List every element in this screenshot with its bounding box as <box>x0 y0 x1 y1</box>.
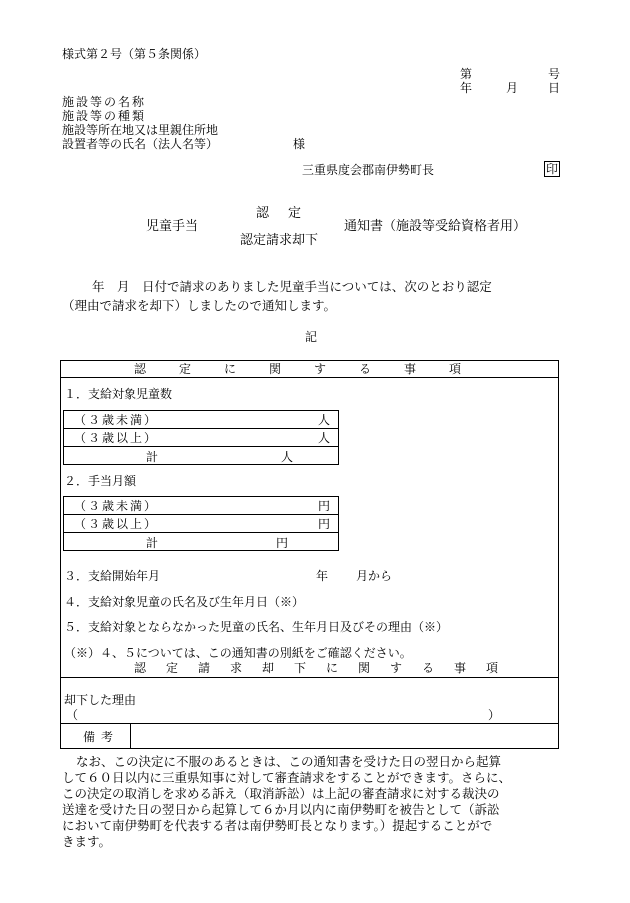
seal-mark <box>544 163 560 175</box>
item2-total-unit: 円 <box>276 536 289 550</box>
footer-line-2: して６０日以内に三重県知事に対して審査請求をすることができます。さらに、 <box>62 770 512 785</box>
item4-label: ４．支給対象児童の氏名及び生年月日（※） <box>64 595 305 609</box>
seal-label: 印 <box>546 162 559 176</box>
title-right: 通知書（施設等受給資格者用） <box>344 219 527 234</box>
item2-row2-unit: 円 <box>318 517 331 531</box>
title-nintei: 認 定 <box>256 206 305 221</box>
kyakka-paren-open: （ <box>66 708 79 722</box>
kyakka-paren-close: ） <box>488 708 501 722</box>
remarks-divider <box>130 723 131 749</box>
facility-type-label: 施設等の種類 <box>62 109 147 123</box>
kyakka-reason-label: 却下した理由 <box>64 693 137 707</box>
footer-line-3: この決定の取消しを求める訴え（取消訴訟）は上記の審査請求に対する裁決の <box>62 786 500 801</box>
item1-row-divider-2 <box>63 446 339 447</box>
footer-line-1: なお、この決定に不服のあるときは、この通知書を受けた日の翌日から起算 <box>76 754 502 769</box>
item1-row1-label: （３歳未満） <box>74 413 159 427</box>
facility-address-label: 施設等所在地又は里親住所地 <box>62 123 219 137</box>
item2-label: ２．手当月額 <box>64 474 137 488</box>
item2-row-divider-2 <box>63 532 339 533</box>
title-left: 児童手当 <box>146 219 199 234</box>
divider-2 <box>60 677 559 678</box>
nintei-header: 認定に関する事項 <box>134 362 495 376</box>
title-kyakka: 認定請求却下 <box>240 233 319 248</box>
item2-row2-label: （３歳以上） <box>74 517 159 531</box>
item1-row1-unit: 人 <box>318 413 331 427</box>
item1-row-divider-1 <box>63 428 339 429</box>
item2-row-divider-1 <box>63 514 339 515</box>
item1-label: １．支給対象児童数 <box>64 387 173 401</box>
footer-line-4: 送達を受けた日の翌日から起算して６か月以内に南伊勢町を被告として（訴訟 <box>62 802 500 817</box>
sama: 様 <box>293 137 306 151</box>
item2-row1-label: （３歳未満） <box>74 499 159 513</box>
item2-total-label: 計 <box>146 536 159 550</box>
item1-total-label: 計 <box>146 450 159 464</box>
body-line-2: （理由で請求を却下）しましたので通知します。 <box>62 298 337 313</box>
kyakka-header: 認定請求却下に関する事項 <box>134 661 519 675</box>
divider-3 <box>60 723 559 724</box>
date-month: 月 <box>506 81 519 95</box>
body-line-1: 年 月 日付で請求のありました児童手当については、次のとおり認定 <box>92 279 492 294</box>
remarks-label: 備考 <box>83 730 120 744</box>
note: （※）４、５については、この通知書の別紙をご確認ください。 <box>64 646 412 660</box>
item2-row1-unit: 円 <box>318 499 331 513</box>
date-year: 年 <box>460 81 473 95</box>
doc-number-dai: 第 <box>460 67 473 81</box>
form-number: 様式第２号（第５条関係） <box>62 47 207 61</box>
item1-total-unit: 人 <box>281 450 294 464</box>
divider-1 <box>60 377 559 378</box>
item3-label: ３．支給開始年月 <box>64 569 161 583</box>
item1-row2-label: （３歳以上） <box>74 431 159 445</box>
founder-label: 設置者等の氏名（法人名等） <box>62 137 219 151</box>
footer-line-6: きます。 <box>62 834 112 849</box>
date-day: 日 <box>548 81 561 95</box>
item3-year: 年 <box>316 569 329 583</box>
item1-row2-unit: 人 <box>318 431 331 445</box>
issuer-name: 三重県度会郡南伊勢町長 <box>302 163 435 177</box>
item3-from: 月から <box>356 569 393 583</box>
footer-line-5: において南伊勢町を代表する者は南伊勢町長となります。）提起することがで <box>62 818 493 833</box>
facility-name-label: 施設等の名称 <box>62 95 147 109</box>
item5-label: ５．支給対象とならなかった児童の氏名、生年月日及びその理由（※） <box>64 620 449 634</box>
doc-number-go: 号 <box>548 67 561 81</box>
ki: 記 <box>305 330 318 344</box>
